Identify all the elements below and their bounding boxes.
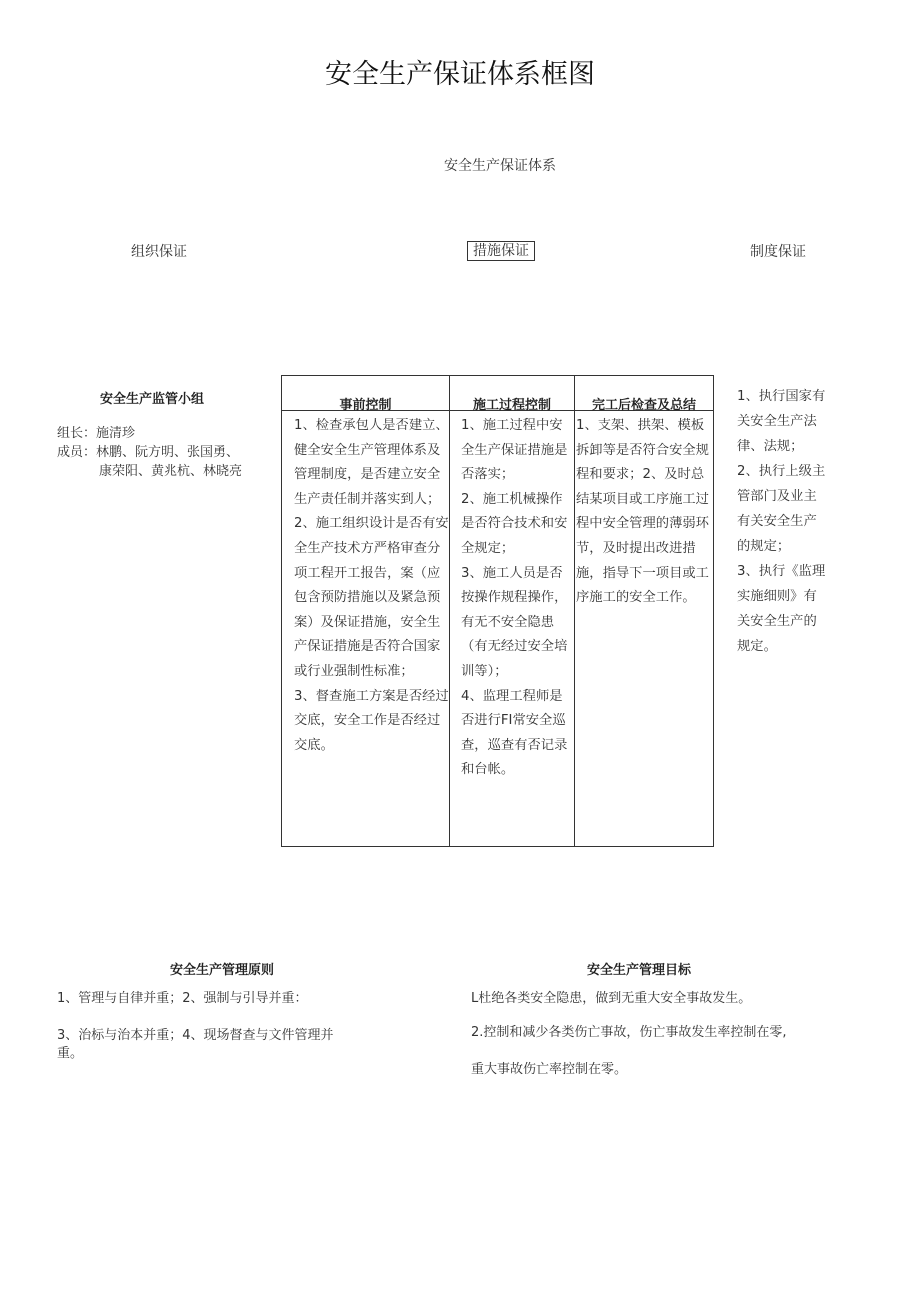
goals-line2: 2.控制和减少各类伤亡事故，伤亡事故发生率控制在零, [471, 1025, 787, 1040]
branch-org-guarantee: 组织保证 [131, 244, 187, 260]
column-header-pre-control: 事前控制 [339, 398, 392, 413]
column-divider [449, 376, 450, 846]
system-item: 3、执行《监理实施细则》有关安全生产的规定。 [737, 564, 826, 654]
column-header-process-control: 施工过程控制 [472, 398, 551, 413]
column-divider [574, 376, 575, 846]
column-text-pre-control [294, 414, 449, 758]
principles-line1: 1、管理与自律并重；2、强制与引导并重： [57, 991, 308, 1006]
system-subtitle: 安全生产保证体系 [444, 158, 556, 174]
system-guarantee-items [737, 384, 829, 659]
measures-table [281, 375, 714, 847]
page-title: 安全生产保证体系框图 [325, 59, 595, 90]
system-item: 2、执行上级主管部门及业主有关安全生产的规定； [737, 464, 826, 554]
process-control-item: 2、施工机械操作是否符合技术和安全规定； [461, 491, 568, 556]
column-text-post-check [576, 414, 714, 611]
column-text-process-control [461, 414, 573, 783]
process-control-item: 1、施工过程中安全生产保证措施是否落实； [461, 418, 568, 483]
goals-heading: 安全生产管理目标 [587, 963, 692, 978]
branch-system-guarantee: 制度保证 [750, 244, 806, 260]
goals-line1: L杜绝各类安全隐患，做到无重大安全事故发生。 [471, 991, 752, 1006]
process-control-item: 3、施工人员是否按操作规程操作，有无不安全隐患（有无经过安全培训等）； [461, 565, 568, 679]
column-header-post-check: 完工后检查及总结 [591, 398, 696, 413]
group-members-line1: 成员：林鹏、阮方明、张国勇、 [57, 445, 240, 460]
group-leader: 组长：施清珍 [57, 426, 136, 441]
pre-control-item: 1、检查承包人是否建立、健全安全生产管理体系及管理制度，是否建立安全生产责任制并落实到人； [294, 418, 449, 507]
post-check-item: 1、支架、拱架、模板拆卸等是否符合安全规程和要求；2、及时总结某项目或工序施工过程中安全管理的薄弱环节，及时提出改进措施，指导下一项目或工序施工的安全工作。 [576, 418, 709, 606]
group-members-line2: 康荣阳、黄兆杭、林晓亮 [99, 464, 243, 479]
principles-line2: 3、治标与治本并重；4、现场督查与文件管理并重。 [57, 1028, 334, 1061]
branch-measure-guarantee: 措施保证 [467, 241, 535, 261]
supervision-group-heading: 安全生产监管小组 [100, 392, 205, 407]
pre-control-item: 2、施工组织设计是否有安全生产技术方严格审查分项工程开工报告，案（应包含预防措施以及紧急预案）及保证措施，安全生产保证措施是否符合国家或行业强制性标准； [294, 516, 449, 679]
goals-line3: 重大事故伤亡率控制在零。 [471, 1062, 628, 1077]
pre-control-item: 3、督查施工方案是否经过交底，安全工作是否经过交底。 [294, 688, 449, 753]
system-item: 1、执行国家有关安全生产法律、法规； [737, 389, 826, 454]
principles-heading: 安全生产管理原则 [170, 963, 275, 978]
process-control-item: 4、监理工程师是否进行FI常安全巡查，巡查有否记录和台帐。 [461, 688, 568, 778]
